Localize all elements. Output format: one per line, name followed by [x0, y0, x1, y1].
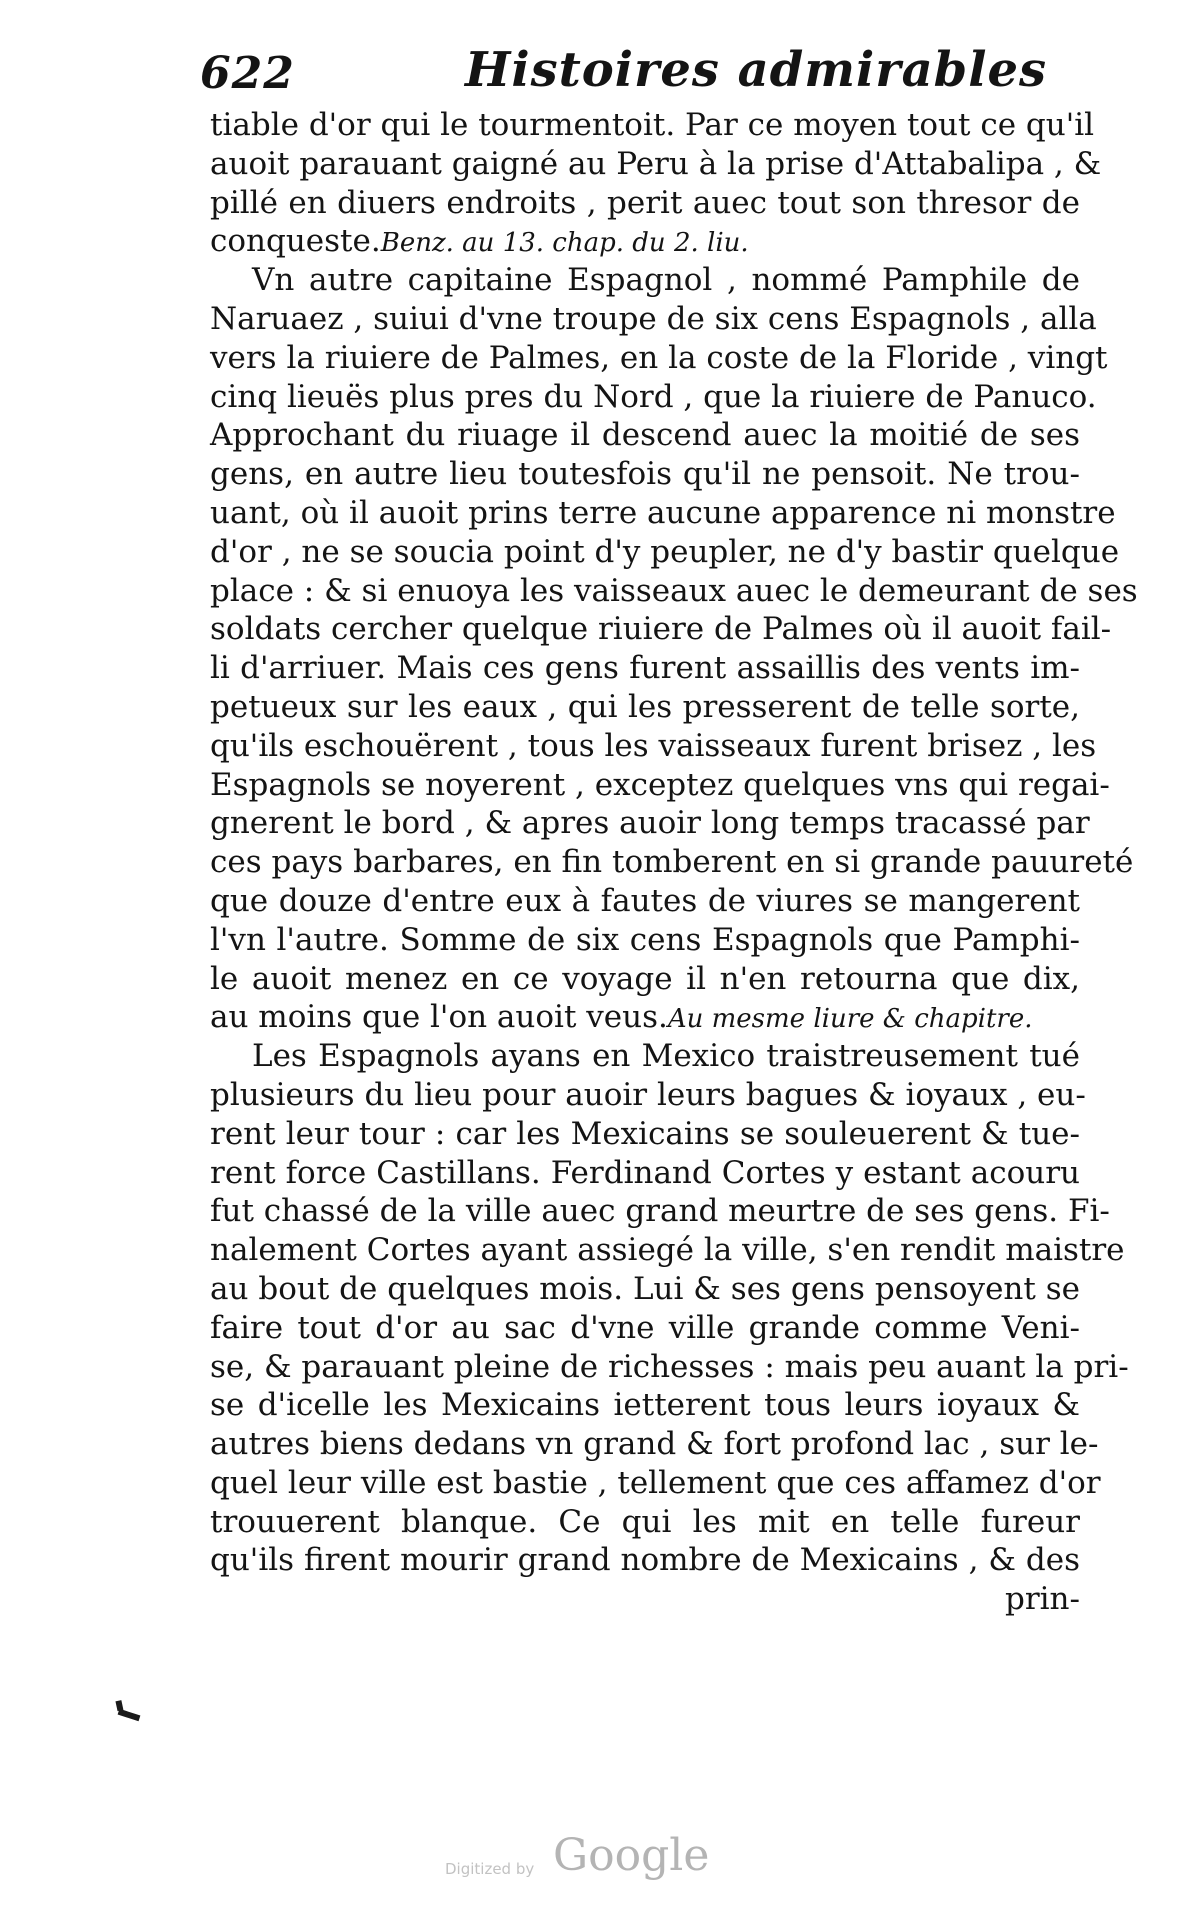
text-line: l'vn l'autre. Somme de six cens Espagnols que Pamphi-	[210, 921, 1080, 958]
running-head: Histoires admirables	[465, 42, 1048, 98]
text-line: Espagnols se noyerent , exceptez quelques vns qui regai-	[210, 766, 1110, 803]
text-line: vers la riuiere de Palmes, en la coste de la Floride , vingt	[210, 339, 1108, 376]
catchword: prin-	[1004, 1581, 1080, 1618]
text-line: au bout de quelques mois. Lui & ses gens pensoyent se	[210, 1270, 1080, 1307]
text-line: au moins que l'on auoit veus.Au mesme liure & chapitre.	[210, 999, 1033, 1036]
text-line: conqueste.Benz. au 13. chap. du 2. liu.	[210, 223, 749, 260]
text-line: que douze d'entre eux à fautes de viures se mangerent	[210, 882, 1080, 919]
text-line: soldats cercher quelque riuiere de Palmes où il auoit fail-	[210, 611, 1112, 648]
text-line: pillé en diuers endroits , perit auec tout son thresor de	[210, 184, 1080, 221]
text-line: plusieurs du lieu pour auoir leurs bagues & ioyaux , eu-	[210, 1076, 1086, 1113]
text-line: cinq lieuës plus pres du Nord , que la riuiere de Panuco.	[210, 378, 1097, 415]
text-line: gens, en autre lieu toutesfois qu'il ne pensoit. Ne trou-	[210, 456, 1080, 493]
text-line: auoit parauant gaigné au Peru à la prise d'Attabalipa , &	[210, 145, 1102, 182]
paragraph-start-line: Les Espagnols ayans en Mexico traistreusement tué	[252, 1038, 1080, 1075]
text-line: qu'ils eschouërent , tous les vaisseaux furent brisez , les	[210, 727, 1097, 764]
text-line: autres biens dedans vn grand & fort profond lac , sur le-	[210, 1426, 1099, 1463]
digitization-watermark	[445, 1830, 745, 1890]
text-line: faire tout d'or au sac d'vne ville grande comme Veni-	[210, 1309, 1080, 1346]
text-line: nalement Cortes ayant assiegé la ville, s'en rendit maistre	[210, 1232, 1125, 1269]
body-text	[210, 106, 1138, 1619]
ink-smudge	[118, 1709, 141, 1722]
text-line: gnerent le bord , & apres auoir long temps tracassé par	[210, 805, 1090, 842]
text-line: se d'icelle les Mexicains ietterent tous leurs ioyaux &	[210, 1387, 1080, 1424]
text-line: fut chassé de la ville auec grand meurtre de ses gens. Fi-	[210, 1193, 1110, 1230]
text-line: li d'arriuer. Mais ces gens furent assaillis des vents im-	[210, 650, 1080, 687]
text-line: rent force Castillans. Ferdinand Cortes y estant acouru	[210, 1154, 1080, 1191]
text-line: quel leur ville est bastie , tellement que ces affamez d'or	[210, 1464, 1101, 1501]
google-logo: Google	[553, 1830, 710, 1881]
paragraph-start-line: Vn autre capitaine Espagnol , nommé Pamphile de	[252, 262, 1080, 299]
text-line: ces pays barbares, en fin tomberent en si grande pauureté	[210, 844, 1134, 881]
text-line: uant, où il auoit prins terre aucune apparence ni monstre	[210, 494, 1116, 531]
watermark-prefix: Digitized by	[445, 1860, 535, 1878]
text-line: petueux sur les eaux , qui les presserent de telle sorte,	[210, 688, 1080, 725]
text-line: le auoit menez en ce voyage il n'en retourna que dix,	[210, 960, 1080, 997]
text-line: se, & parauant pleine de richesses : mais peu auant la pri-	[210, 1348, 1129, 1385]
page-header	[200, 42, 1080, 112]
text-line: place : & si enuoya les vaisseaux auec le demeurant de ses	[210, 572, 1138, 609]
citation: Au mesme liure & chapitre.	[667, 1004, 1033, 1035]
text-line: trouuerent blanque. Ce qui les mit en telle fureur	[210, 1503, 1080, 1540]
text-line: Naruaez , suiui d'vne troupe de six cens Espagnols , alla	[210, 300, 1097, 337]
text-line: tiable d'or qui le tourmentoit. Par ce moyen tout ce qu'il	[210, 107, 1095, 143]
text-line: rent leur tour : car les Mexicains se souleuerent & tue-	[210, 1115, 1080, 1152]
text-line: qu'ils firent mourir grand nombre de Mexicains , & des	[210, 1542, 1080, 1579]
citation: Benz. au 13. chap. du 2. liu.	[380, 228, 749, 259]
text-line: d'or , ne se soucia point d'y peupler, ne d'y bastir quelque	[210, 533, 1120, 570]
page-number: 622	[200, 48, 295, 99]
text-line: Approchant du riuage il descend auec la moitié de ses	[210, 417, 1080, 454]
